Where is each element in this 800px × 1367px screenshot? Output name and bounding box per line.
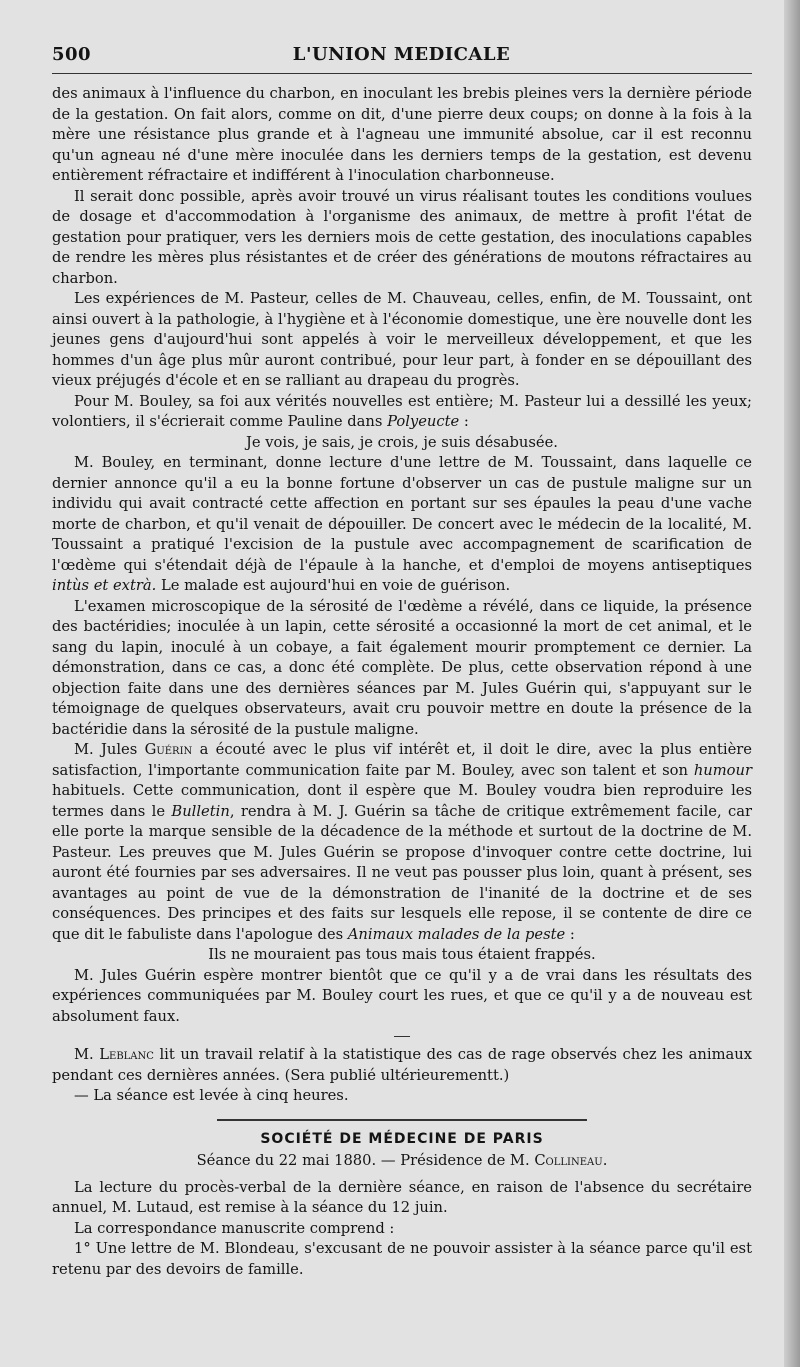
paragraph — [52, 453, 752, 597]
paragraph — [52, 740, 752, 945]
article-body — [52, 84, 752, 1280]
text-run: : — [565, 925, 575, 943]
section-title: SOCIÉTÉ DE MÉDECINE DE PARIS — [260, 1130, 544, 1147]
page-number: 500 — [52, 44, 92, 65]
italic-word: humour — [693, 761, 752, 779]
paragraph: L'examen microscopique de la sérosité de l'œdème a révélé, dans ce liquide, la présence des bactéridies; inoculée à un lapin, cette sérosité a occasionné la mort de cet animal, et le sang du lapin, inoculé à un cobaye, a fait également mourir promptement ce dernier. La démonstration, dans ce cas, a donc été complète. De plus, cette observation répond à une objection faite dans une des dernières séances par M. Jules Guérin qui, s'appuyant sur le témoignage de quelques observateurs, avait cru pouvoir mettre en doute la présence de la bactéridie dans la sérosité de la pustule maligne. — [52, 597, 752, 738]
italic-title: Polyeucte — [387, 413, 460, 430]
text-run: M. — [74, 1046, 100, 1063]
paragraph: La lecture du procès-verbal de la dernière séance, en raison de l'absence du secrétaire annuel, M. Lutaud, est remise à la séance du 12 juin. — [52, 1178, 752, 1216]
paragraph: — La séance est levée à cinq heures. — [74, 1087, 349, 1104]
paragraph: 1° Une lettre de M. Blondeau, s'excusant de ne pouvoir assister à la séance parce qu'il est retenu par des devoirs de famille. — [52, 1240, 752, 1278]
text-run: M. Jules — [74, 741, 145, 758]
text-run: Pour M. Bouley, sa foi aux vérités nouvelles est entière; M. Pasteur lui a dessillé les yeux; volontiers, il s'écrierait comme Pauline dans — [52, 392, 752, 430]
quoted-verse: Je vois, je sais, je crois, je suis désabusée. — [246, 433, 558, 451]
text-run: lit un travail relatif à la statistique des cas de rage observés chez les animaux pendant ces dernières années. (Sera publié ultérieurementt.) — [52, 1046, 752, 1084]
speaker-name: Leblanc — [99, 1046, 154, 1063]
short-separator — [394, 1036, 410, 1037]
paragraph — [52, 392, 752, 433]
text-run: Le malade est aujourd'hui en voie de guérison. — [156, 577, 511, 594]
header-rule — [52, 73, 752, 74]
section-subtitle — [52, 1151, 752, 1172]
paragraph: La correspondance manuscrite comprend : — [74, 1219, 395, 1237]
paragraph: M. Jules Guérin espère montrer bientôt que ce qu'il y a de vrai dans les résultats des expériences communiquées par M. Bouley court les rues, et que ce qu'il y a de nouveau est absolument faux. — [52, 966, 752, 1025]
paragraph: des animaux à l'influence du charbon, en inoculant les brebis pleines vers la dernière période de la gestation. On fait alors, comme on dit, d'une pierre deux coups; on donne à la fois à la mère une résistance plus grande et à l'agneau une immunité absolue, car il est reconnu qu'un agneau né d'une mère inoculée dans les derniers temps de la gestation, est devenu entièrement réfractaire et indifférent à l'inoculation charbonneuse. — [52, 85, 752, 184]
running-title: L'UNION MEDICALE — [292, 44, 511, 65]
text-run: habituels. Cette communication, dont il espère que M. Bouley voudra bien reproduire les termes dans le — [52, 782, 752, 820]
quoted-verse: Ils ne mouraient pas tous mais tous étaient frappés. — [208, 946, 596, 963]
text-run: a écouté avec le plus vif intérêt et, il doit le dire, avec la plus entière satisfaction, l'importante communication faite par M. Bouley, avec son talent et son — [52, 741, 752, 779]
text-run: M. Bouley, en terminant, donne lecture d'une lettre de M. Toussaint, dans laquelle ce dernier annonce qu'il a eu la bonne fortune d'observer un cas de pustule maligne sur un individu qui avait contracté cette affection en portant sur ses épaules la peau d'une vache morte de charbon, et qu'il venait de dépouiller. De concert avec le médecin de la localité, M. Toussaint a pratiqué l'excision de la pustule avec accompagnement de scarification de l'œdème qui s'étendait déjà de l'épaule à la hanche, et d'emploi de moyens antiseptiques — [52, 454, 752, 574]
page-header — [52, 44, 752, 65]
section-separator — [217, 1119, 587, 1121]
italic-word: Bulletin — [171, 802, 230, 820]
paragraph: Les expériences de M. Pasteur, celles de M. Chauveau, celles, enfin, de M. Toussaint, ont ainsi ouvert à la pathologie, à l'hygiène et à l'économie domestique, une ère nouvelle dont les jeunes gens d'aujourd'hui sont appelés à voir le merveilleux développement, et que les hommes d'un âge plus mûr auront contribué, pour leur part, à fonder en se dépouillant des vieux préjugés d'école et en se ralliant au drapeau du progrès. — [52, 290, 752, 389]
page-edge-shadow — [784, 0, 800, 1367]
italic-title: Animaux malades de la peste — [347, 925, 566, 943]
text-run: , rendra à M. J. Guérin sa tâche de critique extrêmement facile, car elle porte la marque sensible de la décadence de la méthode et surtout de la doctrine de M. Pasteur. Les preuves que M. Jules Guérin se propose d'invoquer contre cette doctrine, lui auront été fournies par ses adversaires. Il ne veut pas pousser plus loin, quant à présent, ses avantages au point de vue de la démonstration de l'inanité de la doctrine et de ses conséquences. Des principes et des faits sur lesquels elle repose, il se contente de dire ce que dit le fabuliste dans l'apologue des — [52, 802, 752, 943]
paragraph: Il serait donc possible, après avoir trouvé un virus réalisant toutes les conditions voulues de dosage et d'accommodation à l'organisme des animaux, de mettre à profit l'état de gestation pour pratiquer, vers les derniers mois de cette gestation, des inoculations capables de rendre les mères plus résistantes et de créer des générations de moutons réfractaires au charbon. — [52, 187, 752, 287]
text-run: Séance du 22 mai 1880. — Présidence de M. — [196, 1152, 535, 1169]
paragraph — [52, 1045, 752, 1086]
text-run: . — [602, 1152, 608, 1169]
speaker-name: Guérin — [144, 741, 193, 758]
italic-latin: intùs et extrà. — [52, 577, 157, 594]
text-run: : — [459, 413, 469, 430]
president-name: Collineau — [534, 1152, 603, 1169]
